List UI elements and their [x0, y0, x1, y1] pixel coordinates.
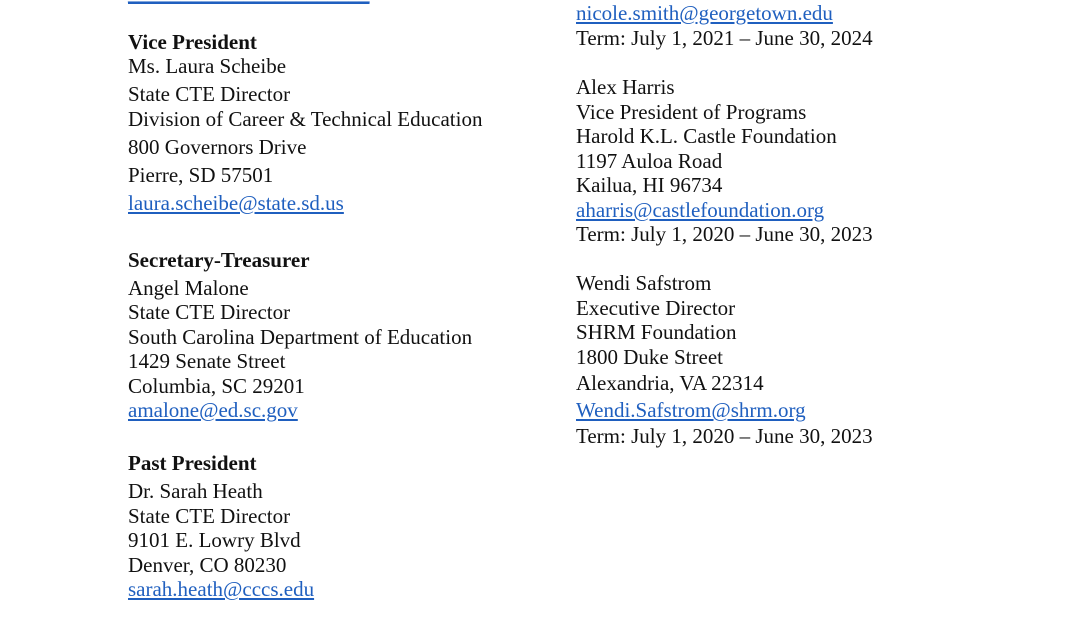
member-name: Alex Harris [576, 75, 675, 99]
officer-city: Columbia, SC 29201 [128, 374, 305, 398]
member-term: Term: July 1, 2021 – June 30, 2024 [576, 26, 873, 50]
member-city: Alexandria, VA 22314 [576, 371, 764, 395]
officer-title: State CTE Director [128, 82, 291, 106]
officer-organization: South Carolina Department of Education [128, 325, 473, 349]
member-term: Term: July 1, 2020 – June 30, 2023 [576, 424, 873, 448]
email-link-sarah-heath[interactable]: sarah.heath@cccs.edu [128, 577, 315, 601]
email-link-angel-malone[interactable]: amalone@ed.sc.gov [128, 398, 298, 422]
officer-street: 800 Governors Drive [128, 135, 307, 159]
section-heading-secretary-treasurer: Secretary-Treasurer [128, 248, 310, 272]
member-title: Executive Director [576, 296, 736, 320]
member-city: Kailua, HI 96734 [576, 173, 723, 197]
cut-off-link-fragment [128, 0, 370, 5]
officer-title: State CTE Director [128, 300, 291, 324]
email-link-nicole-smith[interactable]: nicole.smith@georgetown.edu [576, 1, 833, 25]
email-link-wendi-safstrom[interactable]: Wendi.Safstrom@shrm.org [576, 398, 806, 422]
officer-city: Pierre, SD 57501 [128, 163, 274, 187]
officer-organization: Division of Career & Technical Education [128, 107, 483, 131]
member-organization: Harold K.L. Castle Foundation [576, 124, 837, 148]
member-organization: SHRM Foundation [576, 320, 737, 344]
member-title: Vice President of Programs [576, 100, 807, 124]
section-heading-past-president: Past President [128, 451, 257, 475]
email-link-laura-scheibe[interactable]: laura.scheibe@state.sd.us [128, 191, 344, 215]
member-name: Wendi Safstrom [576, 271, 712, 295]
officer-name: Ms. Laura Scheibe [128, 54, 287, 78]
section-heading-vice-president: Vice President [128, 30, 257, 54]
officer-street: 9101 E. Lowry Blvd [128, 528, 301, 552]
officer-name: Dr. Sarah Heath [128, 479, 263, 503]
officer-name: Angel Malone [128, 276, 249, 300]
email-link-alex-harris[interactable]: aharris@castlefoundation.org [576, 198, 825, 222]
member-term: Term: July 1, 2020 – June 30, 2023 [576, 222, 873, 246]
officer-title: State CTE Director [128, 504, 291, 528]
officer-street: 1429 Senate Street [128, 349, 286, 373]
member-street: 1800 Duke Street [576, 345, 723, 369]
officer-city: Denver, CO 80230 [128, 553, 287, 577]
member-street: 1197 Auloa Road [576, 149, 723, 173]
